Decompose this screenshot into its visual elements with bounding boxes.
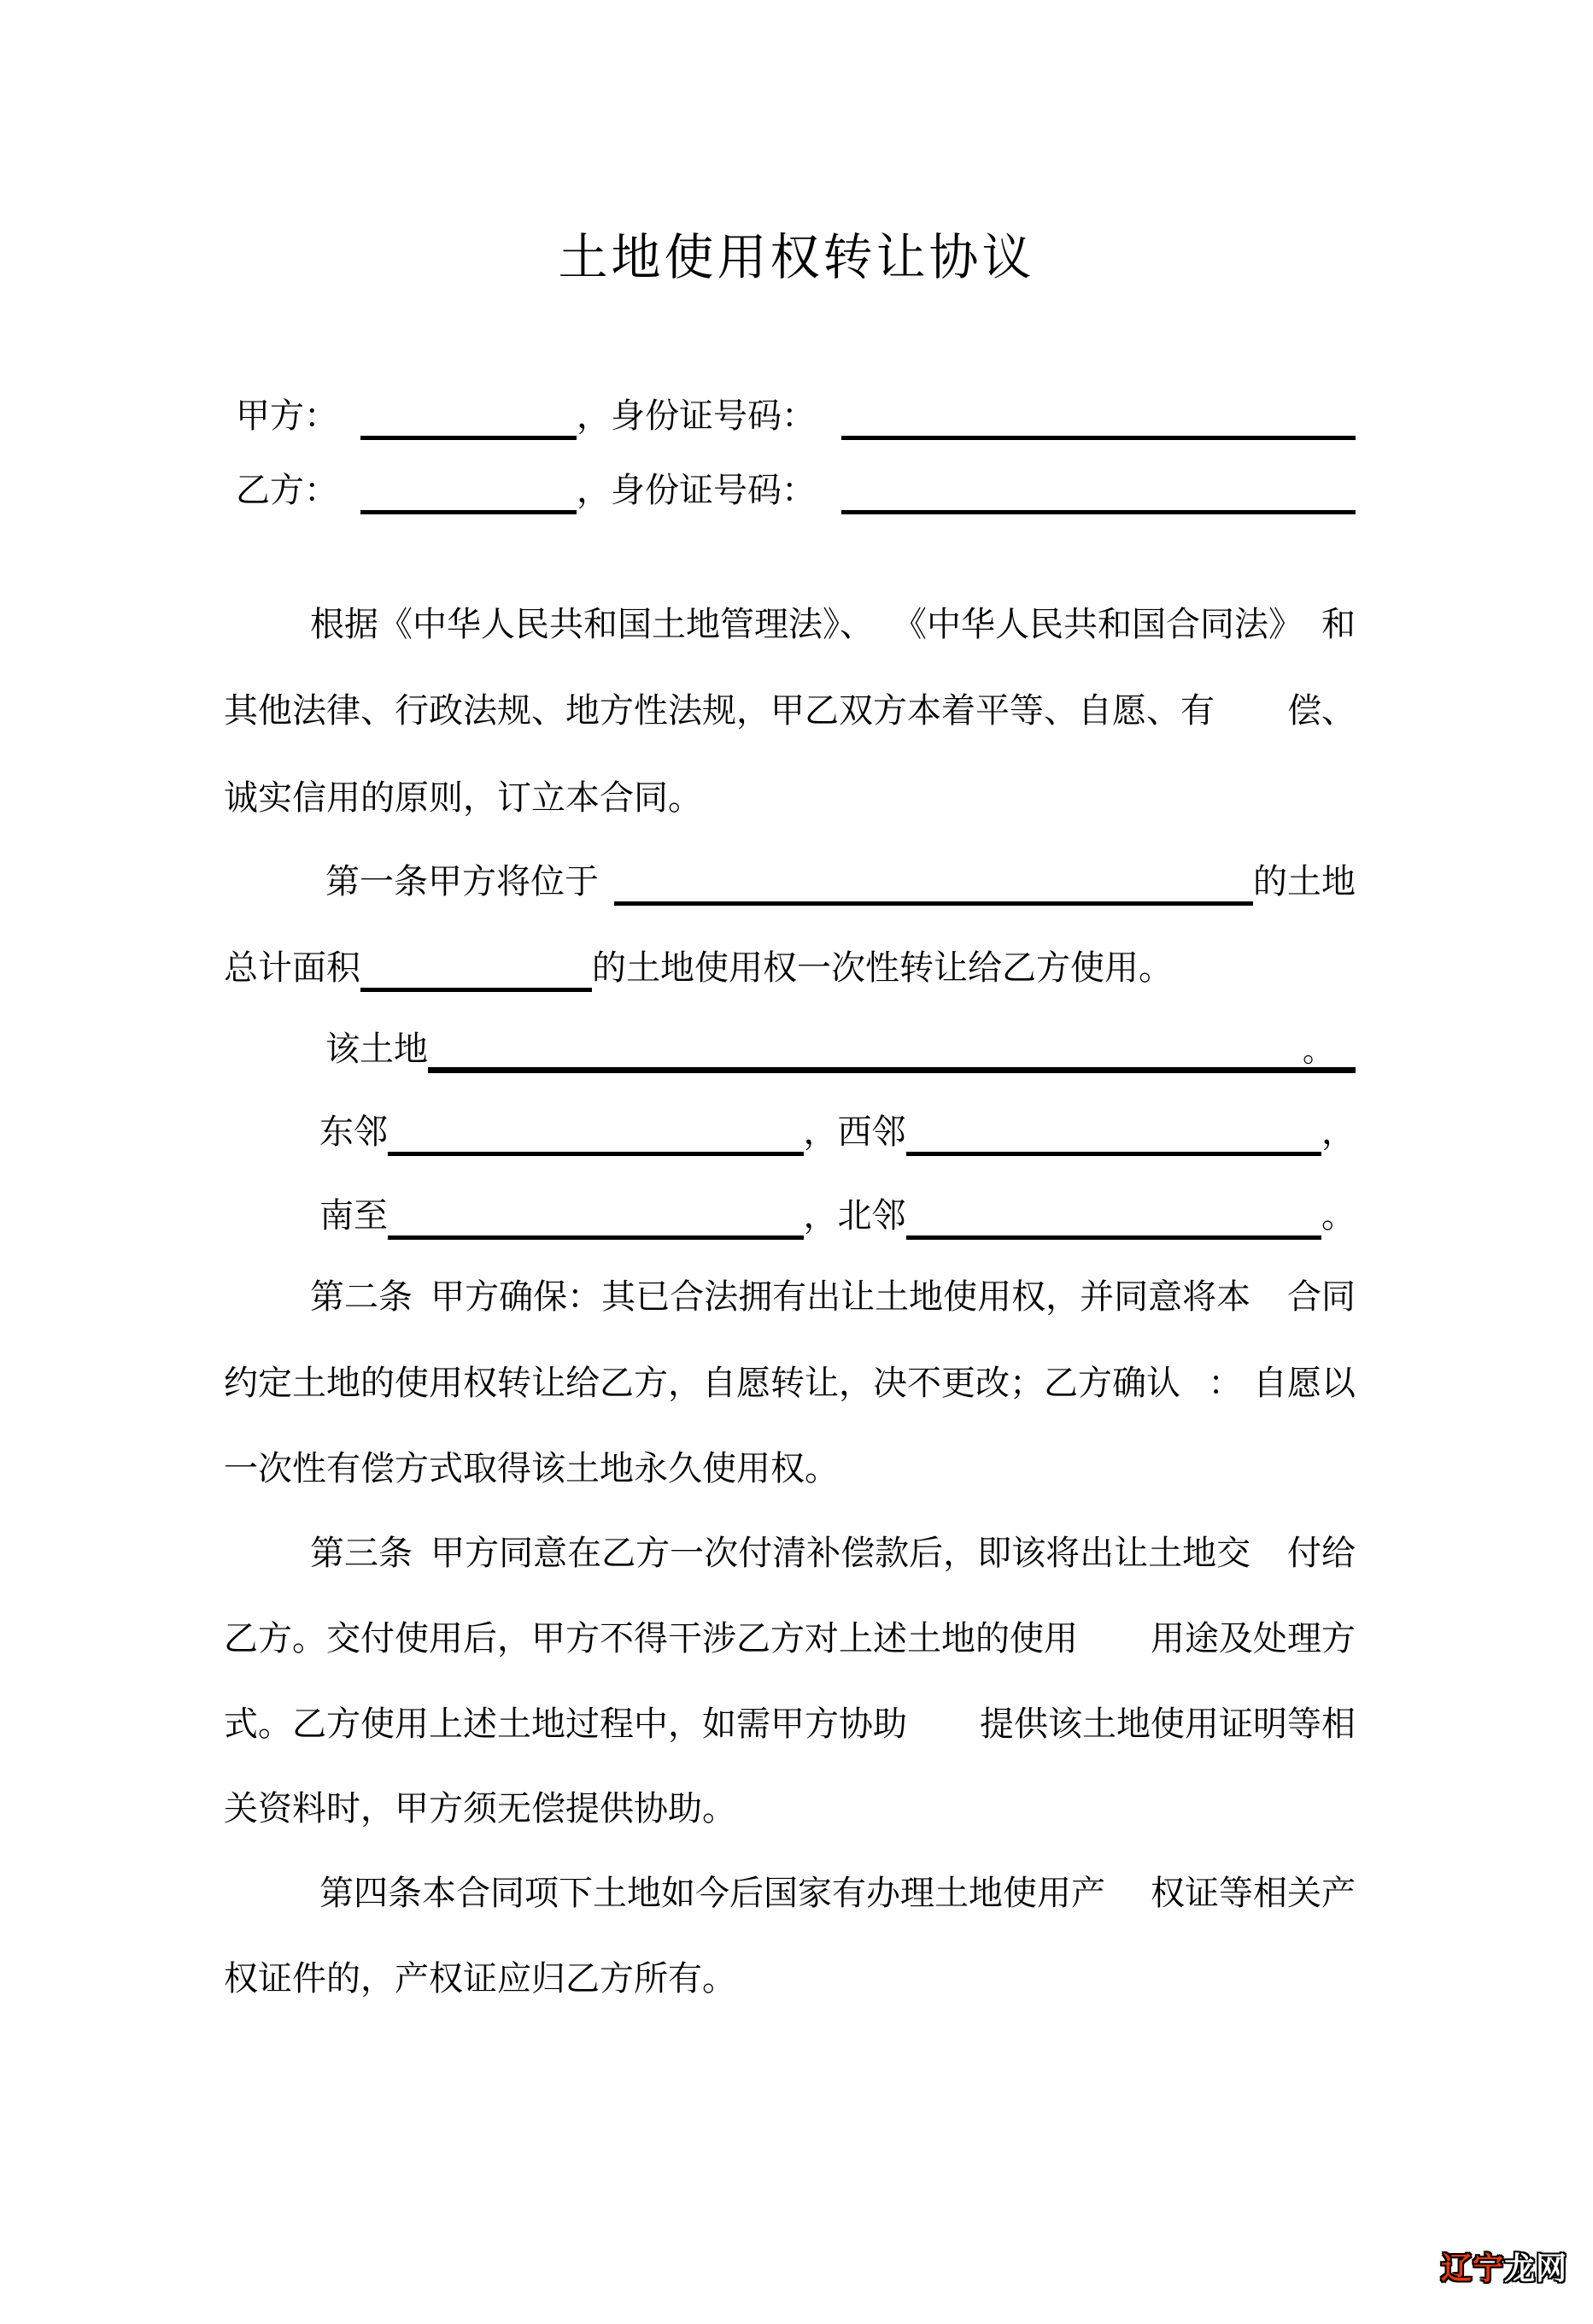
text-run: 总计面积 — [224, 948, 360, 987]
document-line — [224, 685, 1356, 735]
justify-gap — [338, 513, 360, 514]
justify-gap — [1180, 1406, 1208, 1407]
text-run: 该土地 — [325, 1030, 428, 1068]
text-run: 付给 — [1287, 1534, 1356, 1572]
blank-underline — [360, 473, 577, 514]
text-run: 乙方： — [236, 471, 338, 509]
text-run: 根据《中华人民共和国土地管理法》、 — [310, 605, 874, 643]
text-run: 其他法律、行政法规、地方性法规，甲乙双方本着平等、自愿、有 — [224, 691, 1215, 730]
text-run: ，西邻 — [803, 1112, 906, 1151]
document-line — [224, 772, 1356, 822]
text-run: 关资料时，甲方须无偿提供协助。 — [224, 1789, 736, 1828]
document-line — [236, 390, 1356, 440]
text-run: 的土地 — [1253, 862, 1356, 901]
text-run: 乙方。交付使用后，甲方不得干涉乙方对上述土地的使用 — [224, 1619, 1078, 1658]
text-run: 甲方确保：其已合法拥有出让土地使用权，并同意将本 — [430, 1277, 1251, 1316]
text-run: 提供该土地使用证明等相 — [980, 1705, 1356, 1743]
text-run: 。 — [1321, 1196, 1356, 1235]
text-run: 一次性有偿方式取得该土地永久使用权。 — [224, 1449, 839, 1488]
document-line — [325, 1024, 1356, 1073]
text-run: ， — [1321, 1112, 1356, 1151]
document-line — [319, 1868, 1356, 1917]
justify-gap — [1250, 1319, 1287, 1321]
justify-gap — [599, 904, 614, 906]
text-run: 式。乙方使用上述土地过程中，如需甲方协助 — [224, 1705, 907, 1743]
text-run: 用途及处理方 — [1151, 1619, 1356, 1658]
text-run: 《中华人民共和国合同法》 — [893, 605, 1303, 643]
blank-underline — [906, 1199, 1322, 1240]
text-run: 第三条 — [310, 1534, 413, 1572]
watermark-logo — [1403, 2209, 1567, 2324]
text-run: 和 — [1321, 605, 1356, 643]
text-run: 甲方： — [236, 396, 338, 435]
justify-gap — [874, 647, 893, 648]
text-run: ： — [1208, 1364, 1243, 1402]
document-line — [310, 1528, 1356, 1577]
justify-gap — [1242, 1406, 1253, 1407]
justify-gap — [1105, 1916, 1151, 1917]
justify-gap — [816, 438, 841, 440]
document-line — [325, 856, 1356, 906]
justify-gap — [907, 1746, 980, 1748]
text-run: ，身份证号码： — [577, 471, 816, 509]
document-line — [310, 1271, 1356, 1321]
text-run: 东邻 — [319, 1112, 388, 1151]
text-run: 合同 — [1287, 1277, 1356, 1316]
justify-gap — [1250, 1576, 1287, 1577]
blank-underline — [841, 473, 1356, 514]
text-run: 约定土地的使用权转让给乙方，自愿转让，决不更改；乙方确认 — [224, 1364, 1180, 1402]
justify-gap — [413, 1576, 430, 1577]
justify-gap — [1078, 1661, 1151, 1663]
watermark-text-primary: 辽宁 — [1440, 2251, 1504, 2286]
document-line — [310, 599, 1356, 648]
justify-gap — [816, 513, 841, 514]
text-run: 权证件的，产权证应归乙方所有。 — [224, 1959, 736, 1998]
blank-underline — [360, 399, 577, 440]
document-line — [224, 942, 1356, 992]
text-run: 自愿以 — [1253, 1364, 1356, 1402]
document-line — [224, 1783, 1356, 1833]
text-run: 权证等相关产 — [1151, 1874, 1356, 1912]
document-line — [224, 1358, 1356, 1407]
text-run: ，北邻 — [803, 1196, 906, 1235]
text-run: 偿、 — [1287, 691, 1356, 730]
blank-underline — [614, 865, 1253, 906]
justify-gap — [413, 1319, 430, 1321]
blank-underline: 。 — [428, 1032, 1356, 1073]
text-run: ，身份证号码： — [577, 396, 816, 435]
blank-underline — [841, 399, 1356, 440]
justify-gap — [338, 438, 360, 440]
text-run: 的土地使用权一次性转让给乙方使用。 — [592, 948, 1173, 987]
document-line — [319, 1190, 1356, 1240]
text-run: 甲方同意在乙方一次付清补偿款后，即该将出让土地交 — [430, 1534, 1251, 1572]
document-line — [224, 1699, 1356, 1748]
text-run: 第一条甲方将位于 — [325, 862, 599, 901]
text-run: 第二条 — [310, 1277, 413, 1316]
watermark-text-secondary: 龙网 — [1503, 2251, 1567, 2286]
blank-underline — [906, 1115, 1322, 1156]
justify-gap — [1215, 733, 1287, 735]
page-title: 土地使用权转让协议 — [558, 230, 1035, 285]
document-line — [224, 1443, 1356, 1493]
document-line — [236, 465, 1356, 514]
justify-gap — [1303, 647, 1321, 648]
blank-underline — [388, 1115, 804, 1156]
text-run: 第四条本合同项下土地如今后国家有办理土地使用产 — [319, 1874, 1105, 1912]
blank-underline — [360, 951, 592, 992]
blank-underline — [388, 1199, 804, 1240]
document-line — [224, 1953, 1356, 2003]
text-run: 南至 — [319, 1196, 388, 1235]
document-line — [224, 1613, 1356, 1663]
text-run: 诚实信用的原则，订立本合同。 — [224, 778, 702, 817]
document-line — [319, 1106, 1356, 1156]
